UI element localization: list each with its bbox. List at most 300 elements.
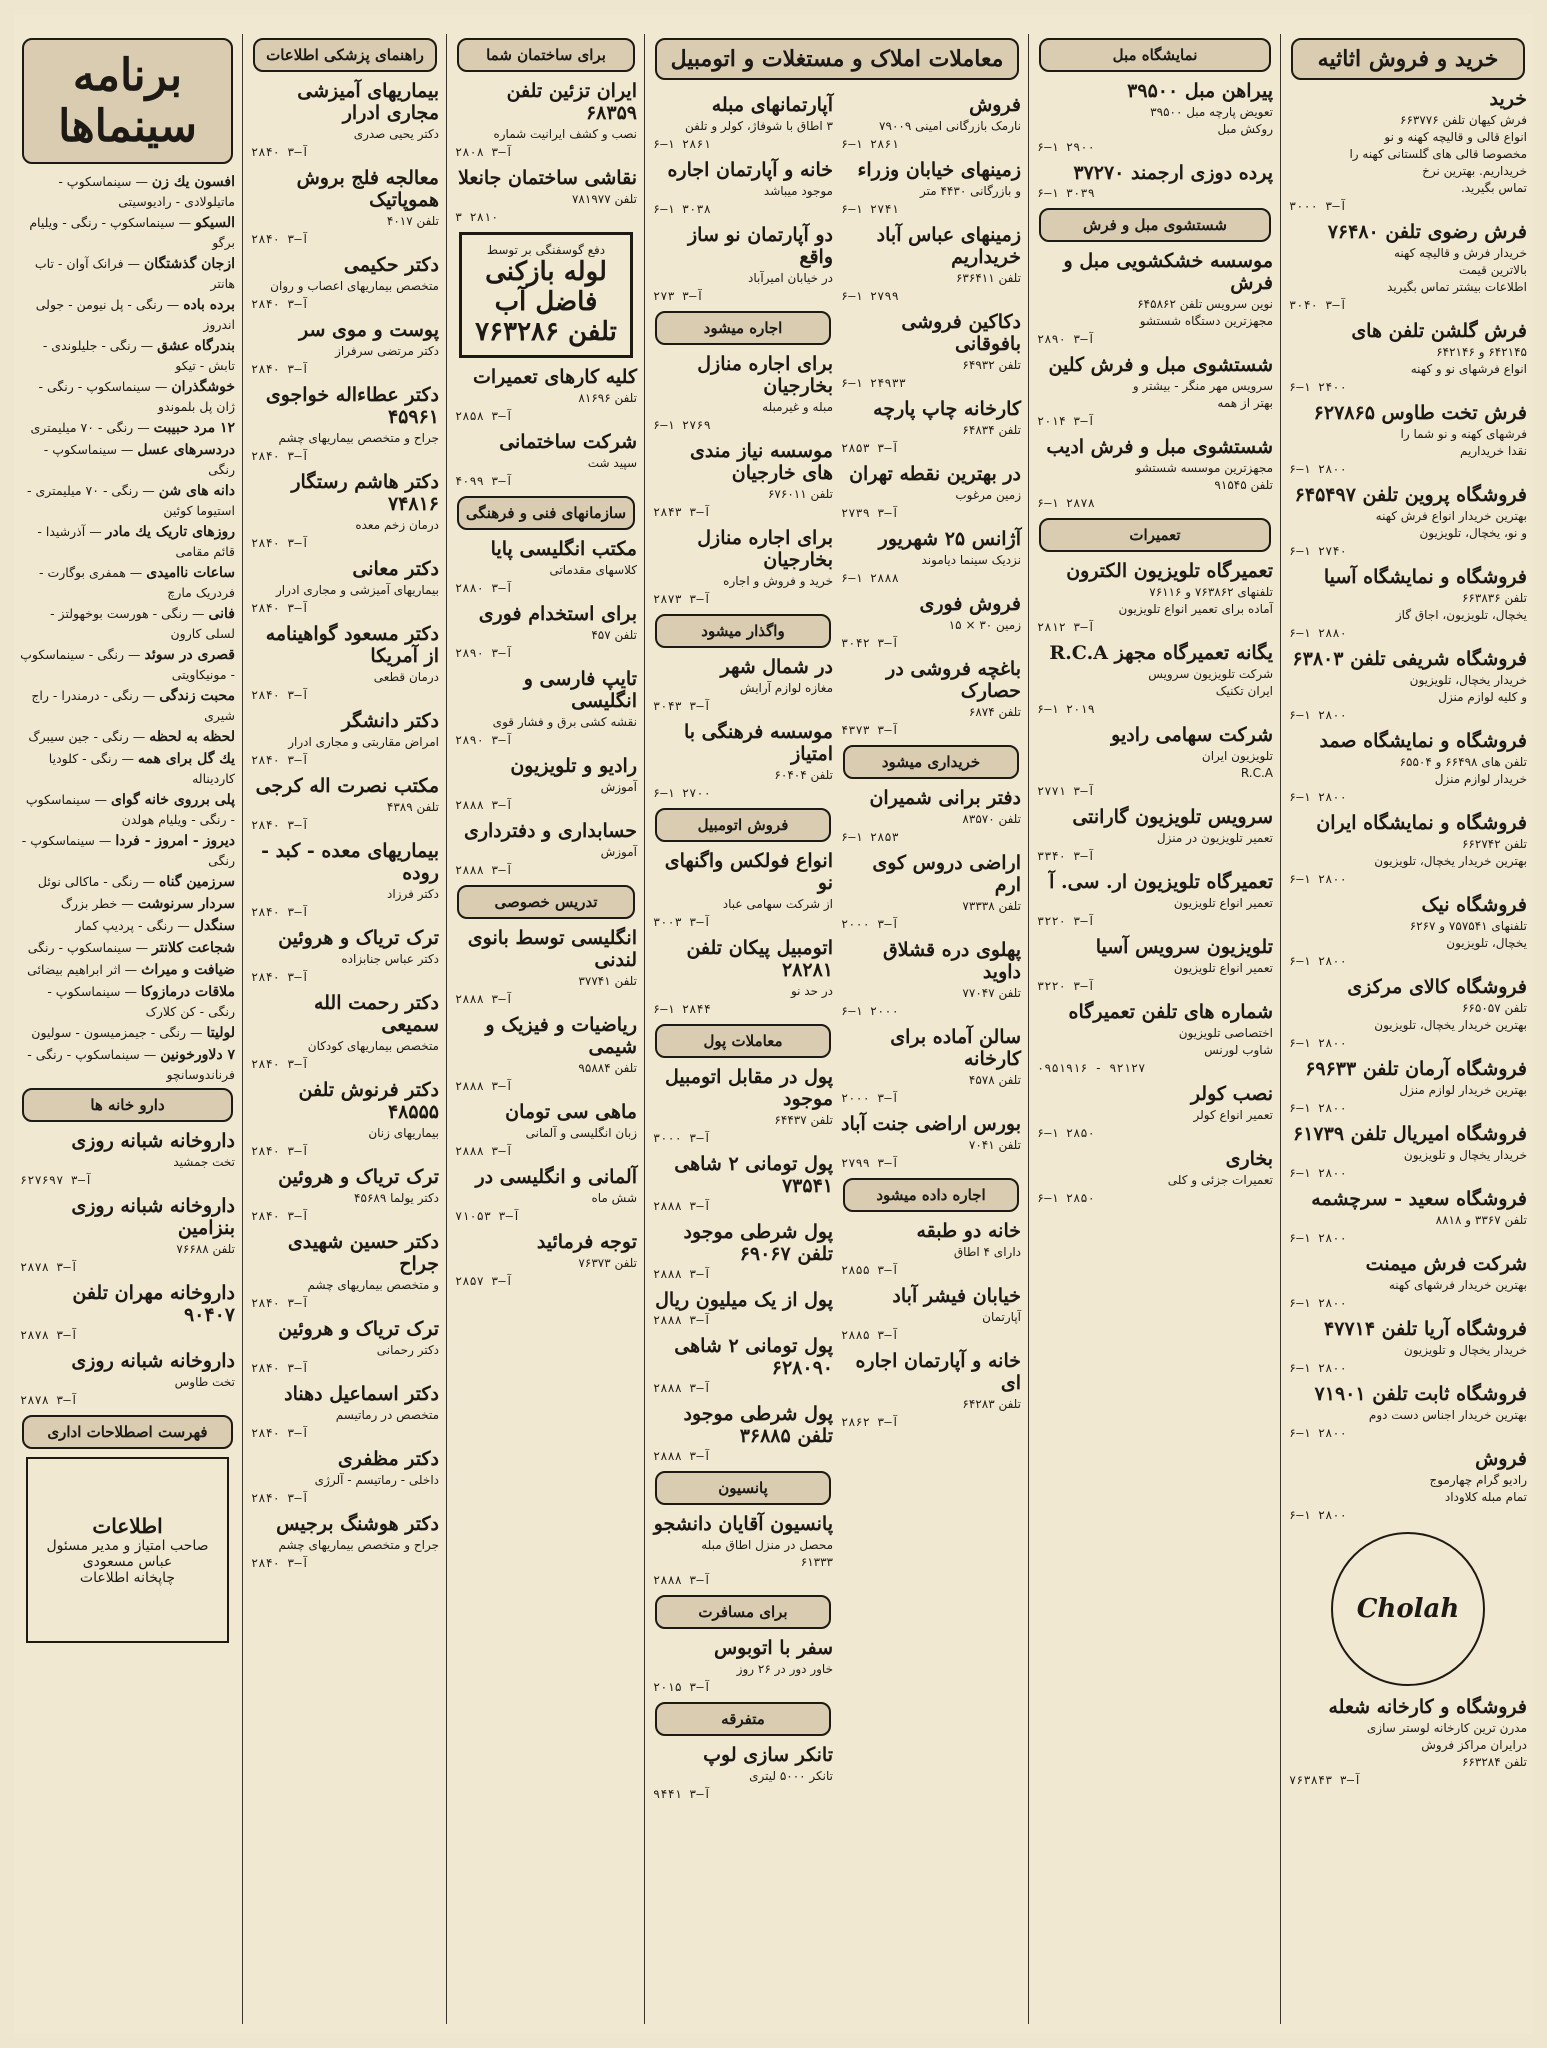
column-building (449, 34, 643, 2024)
ad-code: آ—۳ ۲۸۵۳ (841, 441, 899, 455)
cinema-film-info: سینماسکوپ - رنگی (27, 940, 132, 955)
ad-code: آ—۳ ۲۸۴۰ (251, 536, 309, 550)
ad-code: آ—۳ ۲۸۸۸ (455, 992, 513, 1006)
cinema-film-info: سینماسکوپ - رنگی - ژان پل بلموندو (38, 379, 235, 414)
ad-heading: انگلیسی توسط بانوی لندنی (467, 927, 637, 971)
cinema-film-title: دیروز - امروز - فردا (115, 833, 235, 849)
cinema-film-title: روزهای تاریک یك مادر (105, 524, 235, 540)
classified-ad (841, 224, 1021, 303)
ad-text: زمین ۳۰ × ۱۵ (948, 618, 1021, 632)
ad-code: آ—۳ ۲۷۹۹ (841, 1156, 899, 1170)
classified-ad (653, 1403, 833, 1463)
cinema-film-title: لحظه به لحظه (149, 729, 235, 745)
cinema-listing: خوشگذران — سینماسکوپ - رنگی - ژان پل بلموندو (38, 379, 235, 414)
classified-ad (841, 311, 1021, 390)
cinema-listing: دردسرهای عسل — سینماسکوپ - رنگی (43, 442, 235, 477)
ad-code: آ—۳ ۴۰۹۹ (455, 474, 513, 488)
ad-text: تلفن ۷۷۰۴۷ (962, 986, 1021, 1000)
ad-text: تلفن های ۶۶۴۹۸ و ۶۵۵۰۴ (1399, 755, 1527, 769)
classified-ad (251, 1318, 439, 1375)
ad-heading: دکتر هوشنگ برجیس (276, 1513, 439, 1535)
classified-ad (1037, 162, 1273, 200)
ad-text: یخچال، تلویزیون، اجاق گاز (1395, 608, 1527, 622)
cinema-film-title: یك گل برای همه (137, 751, 235, 767)
ad-text: تمام مبله کلاوداد (1444, 1490, 1527, 1504)
classified-ad (653, 656, 833, 713)
column-rule (644, 34, 645, 2024)
ad-code: ۶—۱ ۲۸۰۰ (1289, 954, 1347, 968)
ad-code: آ—۳ ۲۸۷۸ (20, 1328, 78, 1342)
classified-ad (653, 1637, 833, 1694)
ad-heading: داروخانه مهران تلفن ۹۰۴۰۷ (72, 1282, 235, 1326)
ad-heading: برای اجاره منازل بخارجیان (697, 353, 833, 397)
ad-heading: باغچه فروشی در حصارک (886, 658, 1021, 702)
ad-text: تلفن ۴۵۷ (591, 628, 637, 642)
classified-ad (653, 224, 833, 303)
ad-text: دکتر یولما ۴۵۶۸۹ (354, 1191, 439, 1205)
ad-heading: پول در مقابل اتومبیل موجود (664, 1066, 833, 1110)
cinema-film-info: رنگی - درمندرا - راج شیری (31, 688, 235, 723)
section-banner: اجاره داده میشود (843, 1178, 1019, 1212)
section-banner: تعمیرات (1039, 518, 1271, 552)
ad-code: ۰۹۵۱۹۱۶ - ۹۲۱۲۷ (1037, 1061, 1146, 1075)
ad-code: آ—۳ ۲۸۹۰ (455, 646, 513, 660)
ad-code: ۶—۱ ۲۸۰۰ (1289, 872, 1347, 886)
ad-text: تلفنهای ۷۵۷۵۴۱ و ۶۲۶۷ (1409, 919, 1527, 933)
classified-ad (841, 852, 1021, 931)
real-estate-left (653, 88, 833, 1809)
cinema-film-info: رنگی - جیمزمیسون - سولیون (31, 1025, 187, 1040)
ad-code: ۶—۱ ۲۷۶۹ (653, 418, 711, 432)
ad-code: ۶—۱ ۲۸۰۰ (1289, 1166, 1347, 1180)
ad-code: آ—۳ ۲۸۴۰ (251, 1426, 309, 1440)
classified-ad (1289, 1448, 1527, 1522)
cinema-film-info: رنگی - جین سیبرگ (28, 729, 129, 744)
ad-code: آ—۳ ۲۸۴۰ (251, 1491, 309, 1505)
ad-text: تلفن ۶۰۴۰۴ (774, 768, 833, 782)
classified-ad (841, 1113, 1021, 1170)
classified-ad (1289, 1188, 1527, 1245)
ad-heading: فروشگاه و نمایشگاه ایران (1316, 812, 1527, 834)
ad-code: ۶—۱ ۲۸۷۸ (1037, 496, 1095, 510)
ad-text: تعمیرات جزئی و کلی (1167, 1173, 1273, 1187)
classified-ad (841, 787, 1021, 844)
ad-heading: مکتب نصرت اله کرجی (255, 775, 439, 797)
ad-text: متخصص بیماریهای کودکان (307, 1039, 439, 1053)
ad-code: آ—۳ ۳۰۰۰ (1289, 199, 1347, 213)
ad-code: آ—۳ ۲۸۵۵ (841, 1263, 899, 1277)
ad-heading: برای اجاره منازل بخارجیان (697, 527, 833, 571)
ad-heading: کارخانه چاپ پارچه (873, 398, 1021, 420)
cinema-listing: سرزمین گناه — رنگی - ماکالی نوئل (37, 874, 235, 890)
classified-ad (251, 927, 439, 984)
cinema-film-info: همفری بوگارت - فردریک مارچ (39, 565, 235, 600)
ad-code: آ—۳ ۲۸۸۸ (455, 863, 513, 877)
classified-ad (1037, 560, 1273, 634)
classified-ad (1289, 88, 1527, 213)
ad-text: تلفن ۷۳۳۳۸ (962, 899, 1021, 913)
ad-text: تلفن ۷۰۴۱ (968, 1138, 1021, 1152)
ad-code: آ—۳ ۲۸۸۸ (653, 1573, 711, 1587)
ad-text: مغازه لوازم آرایش (739, 681, 833, 695)
cinema-listing: سنگدل — رنگی - پردیپ کمار (75, 918, 235, 934)
section-banner: دارو خانه ها (22, 1088, 233, 1122)
ad-heading: شستشوی مبل و فرش کلین (1048, 354, 1273, 376)
cinema-film-info: سینماسکوپ - رنگی (21, 833, 235, 868)
ad-text: نزدیک سینما دیاموند (921, 553, 1021, 567)
ad-code: آ—۳ ۲۸۸۸ (653, 1199, 711, 1213)
section-banner: متفرقه (655, 1702, 831, 1736)
ad-heading: دکاکین فروشی بافوقانی (901, 311, 1021, 355)
ad-text: سرویس مهر منگر - بیشتر و (1132, 379, 1273, 393)
cinema-listing: لولیتا — رنگی - جیمزمیسون - سولیون (31, 1025, 235, 1041)
cinema-film-title: ضیافت و میراث (141, 962, 235, 978)
ad-heading: رادیو و تلویزیون (510, 755, 637, 777)
classified-ad (653, 1066, 833, 1145)
ad-text: خریداریم. بهترین نرخ (1422, 164, 1527, 178)
classified-ad (251, 992, 439, 1071)
ad-heading: دکتر معانی (352, 558, 439, 580)
classified-ad (455, 603, 637, 660)
classified-ad (1037, 354, 1273, 428)
classified-ad (455, 80, 637, 159)
cinema-film-title: سردار سرنوشت (137, 896, 235, 912)
ad-heading: شماره های تلفن تعمیرگاه (1068, 1001, 1273, 1023)
ad-text: مجهزترین موسسه شستشو (1135, 461, 1273, 475)
classified-ad (455, 1166, 637, 1223)
ad-heading: موسسه خشکشویی مبل و فرش (1063, 250, 1273, 294)
classified-ad (1289, 812, 1527, 886)
masthead-text: چاپخانه اطلاعات (79, 1570, 176, 1586)
ad-code: آ—۳ ۲۸۴۰ (251, 1296, 309, 1310)
ad-code: آ—۳ ۲۸۰۸ (455, 145, 513, 159)
ad-text: تلفن ۴۵۷۸ (968, 1073, 1021, 1087)
section-banner: خرید و فروش اثاثیه (1291, 38, 1525, 80)
ad-code: آ—۳ ۲۸۱۲ (1037, 620, 1095, 634)
ad-text: بیماریهای زنان (368, 1126, 439, 1140)
ad-code: ۶—۱ ۲۷۴۱ (841, 202, 899, 216)
cinema-listing: محبت زندگی — رنگی - درمندرا - راج شیری (31, 688, 235, 723)
ad-heading: ماهی سی تومان (505, 1101, 637, 1123)
ad-heading: فروشگاه کالای مرکزی (1347, 976, 1527, 998)
cinema-film-title: پلی برروی خانه گوای (111, 792, 235, 808)
cinema-film-info: رنگی - کلودیا کاردیناله (48, 751, 235, 786)
cinema-film-title: قصری در سوئد (144, 647, 235, 663)
ad-text: دکتر یحیی صدری (353, 127, 439, 141)
cinema-film-info: رنگی - هورست بوخهولتز - لسلی کارون (50, 606, 235, 641)
cinema-film-info: رنگی - پل نیومن - جولی اندروز (35, 297, 235, 332)
ad-text: فرش کیهان تلفن ۶۶۳۷۷۶ (1400, 113, 1527, 127)
cinema-film-title: افسون یك زن (151, 174, 235, 190)
classified-ad (1289, 484, 1527, 558)
ad-heading: فروش (1475, 1448, 1527, 1470)
cinema-film-title: ملاقات درمازوکا (140, 984, 235, 1000)
ad-text: دکتر مرتضی سرفراز (335, 344, 439, 358)
ad-text: زبان انگلیسی و آلمانی (525, 1126, 637, 1140)
ad-text: بیماریهای آمیزشی و مجاری ادرار (275, 583, 439, 597)
ad-text: و کلیه لوازم منزل (1438, 690, 1527, 704)
classified-ad (455, 820, 637, 877)
cinema-listing: ۷ دلاورخونین — سینماسکوپ - رنگی - فرناندوسانچو (27, 1047, 235, 1082)
cinema-film-info: سینماسکوپ - ماتیلولادی - رادیوسیتی (58, 174, 235, 209)
ad-code: آ—۳ ۲۸۹۰ (1037, 332, 1095, 346)
ad-heading: ترک تریاک و هروئین (278, 1318, 439, 1340)
ad-code: آ—۳ ۲۸۴۰ (251, 1057, 309, 1071)
cinema-film-title: ساعات ناامیدی (146, 565, 235, 581)
box-ad-sub: دفع گوسفنگی بر توسط (486, 243, 606, 257)
section-banner: شستشوی مبل و فرش (1039, 208, 1271, 242)
classified-ad (455, 1014, 637, 1093)
ad-code: آ—۳ ۲۸۴۰ (251, 753, 309, 767)
ad-code: آ—۳ ۳۰۰۳ (653, 915, 711, 929)
ad-text: آموزش (600, 845, 637, 859)
ad-text: تلفن ۷۶۶۸۸ (176, 1242, 235, 1256)
ad-code: ۶—۱ ۳۰۳۹ (1037, 186, 1095, 200)
classified-ad (841, 1285, 1021, 1342)
cinema-film-title: دانه های شن (158, 483, 235, 499)
ad-code: ۶—۱ ۲۸۸۸ (841, 571, 899, 585)
ad-text: تلفن ۶۳۶۴۱۱ (955, 271, 1021, 285)
classified-ad (653, 353, 833, 432)
classified-ad (841, 658, 1021, 737)
classified-ad (841, 463, 1021, 520)
classified-ad (1289, 894, 1527, 968)
classified-ad (1037, 250, 1273, 346)
classified-ad (251, 710, 439, 767)
classified-ad (653, 1744, 833, 1801)
section-banner: سازمانهای فنی و فرهنگی (457, 496, 635, 530)
ad-code: ۶—۱ ۲۸۰۰ (1289, 1231, 1347, 1245)
ad-text: نقشه کشی برق و فشار قوی (492, 715, 637, 729)
cinema-listing: دانه های شن — رنگی - ۷۰ میلیمتری - استیوما کوئین (27, 483, 235, 518)
ad-text: شاوب لورنس (1204, 1043, 1273, 1057)
ad-heading: نصب کولر (1190, 1083, 1273, 1105)
ad-heading: در بهترین نقطه تهران (849, 463, 1021, 485)
ad-code: ۶—۱ ۲۸۰۰ (1289, 790, 1347, 804)
ad-code: آ—۳ ۲۸۸۸ (653, 1449, 711, 1463)
section-banner: اجاره میشود (655, 311, 831, 345)
ad-heading: فروشگاه سعید - سرچشمه (1311, 1188, 1527, 1210)
section-banner: راهنمای پزشکی اطلاعات (253, 38, 437, 72)
ad-text: رادیو گرام چهارموج (1429, 1473, 1527, 1487)
ad-heading: فروشگاه و کارخانه شعله (1328, 1696, 1527, 1718)
classified-ad (653, 1289, 833, 1327)
classified-ad (455, 431, 637, 488)
classified-ad (1037, 1083, 1273, 1140)
ad-text: تخت جمشید (173, 1155, 235, 1169)
classified-ad (1289, 648, 1527, 722)
ad-code: آ—۳ ۲۸۴۳ (653, 505, 711, 519)
ad-text: آپارتمان (982, 1310, 1021, 1324)
ad-heading: خانه و آپارتمان اجاره (667, 159, 833, 181)
ad-text: ۶۴۲۱۴۵ و ۶۴۲۱۴۶ (1436, 345, 1527, 359)
ad-code: ۶—۱ ۲۸۰۰ (1289, 1426, 1347, 1440)
ad-text: داخلی - رماتیسم - آلرژی (314, 1473, 439, 1487)
classified-ad (455, 538, 637, 595)
cinema-film-title: شجاعت کلانتر (152, 940, 235, 956)
ad-code: ۶—۱ ۳۰۳۸ (653, 202, 711, 216)
ad-heading: پوست و موی سر (299, 319, 439, 341)
ad-text: امراض مقاربتی و مجاری ادرار (288, 735, 439, 749)
ad-code: آ—۳ ۳۰۴۰ (1289, 298, 1347, 312)
ad-heading: فروشگاه آریا تلفن ۴۷۷۱۴ (1324, 1318, 1527, 1340)
cinema-film-title: ۱۲ مرد حبیبت (153, 420, 235, 436)
classified-ad (1289, 566, 1527, 640)
ad-heading: تایپ فارسی و انگلیسی (523, 668, 637, 712)
ad-code: آ—۳ ۲۸۸۸ (455, 798, 513, 812)
ad-heading: شستشوی مبل و فرش ادیب (1046, 436, 1273, 458)
cinema-listing: ضیافت و میراث — اثر ابراهیم بیضائی (27, 962, 235, 978)
ad-code: آ—۳ ۲۸۵۸ (455, 409, 513, 423)
ad-code: آ—۳ ۲۸۴۰ (251, 688, 309, 702)
ad-heading: فروشگاه آرمان تلفن ۶۹۶۳۳ (1305, 1058, 1527, 1080)
ad-text: خریدار یخچال و تلویزیون (1403, 1343, 1527, 1357)
ad-heading: فروشگاه ثابت تلفن ۷۱۹۰۱ (1314, 1383, 1527, 1405)
ad-text: مبله و غیرمبله (762, 400, 833, 414)
classified-ad (841, 1350, 1021, 1429)
cinema-film-title: ۷ دلاورخونین (160, 1047, 235, 1063)
classified-ad (653, 527, 833, 606)
ad-text: بهترین خریدار لوازم منزل (1399, 1083, 1527, 1097)
ad-text: تلفن ۶۶۵۰۵۷ (1461, 1001, 1527, 1015)
ad-code: آ—۳ ۲۸۴۰ (251, 297, 309, 311)
classified-ad (841, 939, 1021, 1018)
ad-heading: فروشگاه امیریال تلفن ۶۱۷۳۹ (1293, 1123, 1527, 1145)
ad-text: تلفن ۶۴۹۳۲ (962, 358, 1021, 372)
classified-ad (1037, 1001, 1273, 1075)
section-banner: واگذار میشود (655, 614, 831, 648)
ad-code: ۶—۱ ۲۷۴۰ (1289, 544, 1347, 558)
ad-text: خرید و فروش و اجاره (723, 574, 833, 588)
ad-code: آ—۳ ۲۷۳۹ (841, 506, 899, 520)
ad-code: ۶—۱ ۲۸۰۰ (1289, 1036, 1347, 1050)
column-repairs (1031, 34, 1279, 2024)
ad-code: ۶—۱ ۲۸۰۰ (1289, 708, 1347, 722)
ad-text: خریدار فرش و قالیچه کهنه (1393, 246, 1527, 260)
classified-ad (251, 775, 439, 832)
box-ad-title: لوله بازکنی فاضل آب (485, 257, 607, 317)
section-banner: برنامه سینماها (22, 38, 233, 164)
cinema-listing: سردار سرنوشت — خطر بزرگ (60, 896, 235, 912)
ad-code: ۶—۱ ۲۸۸۰ (1289, 626, 1347, 640)
ad-heading: در شمال شهر (720, 656, 833, 678)
ad-heading: داروخانه شبانه روزی بنزامین (71, 1195, 235, 1239)
ad-code: آ—۳ ۲۸۹۰ (455, 733, 513, 747)
ad-code: آ—۳ ۶۲۷۶۹۷ (20, 1173, 93, 1187)
ad-code: آ—۳ ۲۸۸۸ (455, 1144, 513, 1158)
classified-ad (251, 840, 439, 919)
ad-code: ۶—۱ ۲۸۰۰ (1289, 1296, 1347, 1310)
section-banner: تدریس خصوصی (457, 885, 635, 919)
column-rule (1028, 34, 1029, 2024)
ad-text: انواع قالی و قالیچه کهنه و نو (1384, 130, 1527, 144)
ad-code: آ—۳ ۲۰۰۰ (841, 1091, 899, 1105)
ad-text: تلفن ۷۶۳۷۳ (578, 1256, 637, 1270)
ad-text: بهترین خریدار فرشهای کهنه (1388, 1278, 1527, 1292)
ad-text: تلفن ۸۳۵۷۰ (962, 812, 1021, 826)
ad-heading: موسسه نیاز مندی های خارجیان (689, 440, 833, 484)
ad-heading: دکتر رحمت الله سمیعی (313, 992, 439, 1036)
classified-ad (251, 254, 439, 311)
ad-text: بهترین خریدار یخچال، تلویزیون (1374, 1018, 1527, 1032)
ad-text: بهتر از همه (1217, 396, 1273, 410)
classified-ad (1289, 1318, 1527, 1375)
ad-code: آ—۳ ۲۸۸۵ (841, 1328, 899, 1342)
classified-ad (841, 1026, 1021, 1105)
ad-text: و نو، یخچال، تلویزیون (1419, 526, 1527, 540)
ad-text: مجهزترین دستگاه شستشو (1139, 314, 1273, 328)
ad-text: تلفن ۴۳۸۹ (386, 800, 439, 814)
ad-heading: سالن آماده برای کارخانه (890, 1026, 1021, 1070)
ad-code: آ—۳ ۲۷۳ (653, 289, 704, 303)
ad-code: آ—۳ ۲۸۴۰ (251, 1144, 309, 1158)
section-banner: نمایشگاه مبل (1039, 38, 1271, 72)
ad-code: آ—۳ ۳۳۴۰ (1037, 849, 1095, 863)
ad-code: ۶—۱ ۲۸۰۰ (1289, 1361, 1347, 1375)
ad-heading: آژانس ۲۵ شهریور (878, 528, 1021, 550)
classified-ad (653, 1335, 833, 1395)
ad-heading: اراضی دروس کوی ارم (872, 852, 1021, 896)
ad-heading: داروخانه شبانه روزی (71, 1350, 235, 1372)
classified-ad (1289, 1123, 1527, 1180)
classified-ad (1289, 221, 1527, 312)
ad-heading: زمینهای عباس آباد خریداریم (876, 224, 1021, 268)
cinema-listing: بندرگاه عشق — رنگی - جلیلوندی - تابش - تیکو (42, 338, 235, 373)
ad-text: تلفن ۴۰۱۷ (386, 214, 439, 228)
classified-ad (1037, 80, 1273, 154)
ad-heading: پول شرطی موجود تلفن ۶۹۰۶۷ (683, 1221, 833, 1265)
ad-text: شرکت تلویزیون سرویس (1148, 667, 1273, 681)
column-cinemas (14, 34, 241, 2024)
cinema-listing: افسون یك زن — سینماسکوپ - ماتیلولادی - رادیوسیتی (58, 174, 235, 209)
classified-ad (251, 384, 439, 463)
ad-text: ایران تکنیک (1215, 684, 1273, 698)
ad-heading: دو آپارتمان نو ساز واقع (687, 224, 833, 268)
ad-heading: کلیه کارهای تعمیرات (473, 366, 637, 388)
ad-text: خریدار یخچال و تلویزیون (1403, 1148, 1527, 1162)
ad-code: آ—۳ ۳۰۰۰ (653, 1131, 711, 1145)
ad-text: نقدا خریداریم (1460, 444, 1527, 458)
cinema-film-info: رنگی - جلیلوندی - تابش - تیکو (42, 338, 235, 373)
ad-text: تلفن ۸۱۶۹۶ (578, 391, 637, 405)
classified-ad (1289, 1253, 1527, 1310)
ad-text: تعمیر انواع تلویزیون (1173, 961, 1273, 975)
ad-heading: فروشگاه نیک (1421, 894, 1527, 916)
ad-heading: داروخانه شبانه روزی (71, 1130, 235, 1152)
classified-ad (841, 94, 1021, 151)
ad-heading: یگانه تعمیرگاه مجهز R.C.A (1049, 642, 1273, 664)
ad-code: ۶—۱ ۲۴۹۳۳ (841, 376, 907, 390)
cinema-listing: برده باده — رنگی - پل نیومن - جولی اندروز (35, 297, 235, 332)
cinema-film-title: دردسرهای عسل (137, 442, 235, 458)
cinema-film-info: سینماسکوپ - رنگی - فرناندوسانچو (27, 1047, 235, 1082)
ad-text: درمان زخم معده (355, 518, 439, 532)
ad-text: در خیابان امیرآباد (748, 271, 833, 285)
ad-code: آ—۳ ۲۸۴۰ (251, 1361, 309, 1375)
ad-text: R.C.A (1240, 766, 1273, 780)
ad-code: آ—۳ ۲۸۴۰ (251, 145, 309, 159)
ad-heading: فرش رضوی تلفن ۷۶۴۸۰ (1327, 221, 1527, 243)
ad-text: درمان قطعی (373, 670, 439, 684)
classified-ad (251, 1513, 439, 1570)
ad-heading: دکتر عطاءاله خواجوی ۴۵۹۶۱ (265, 384, 439, 428)
column-furniture-trade (1283, 34, 1533, 2024)
ad-text: نصب و کشف ایرانیت شماره (493, 127, 637, 141)
ad-text: دکتر فرزاد (387, 887, 439, 901)
ad-code: ۶—۱ ۲۰۰۰ (841, 1004, 899, 1018)
classified-ad (653, 721, 833, 800)
ad-code: آ—۳ ۲۸۴۰ (251, 449, 309, 463)
